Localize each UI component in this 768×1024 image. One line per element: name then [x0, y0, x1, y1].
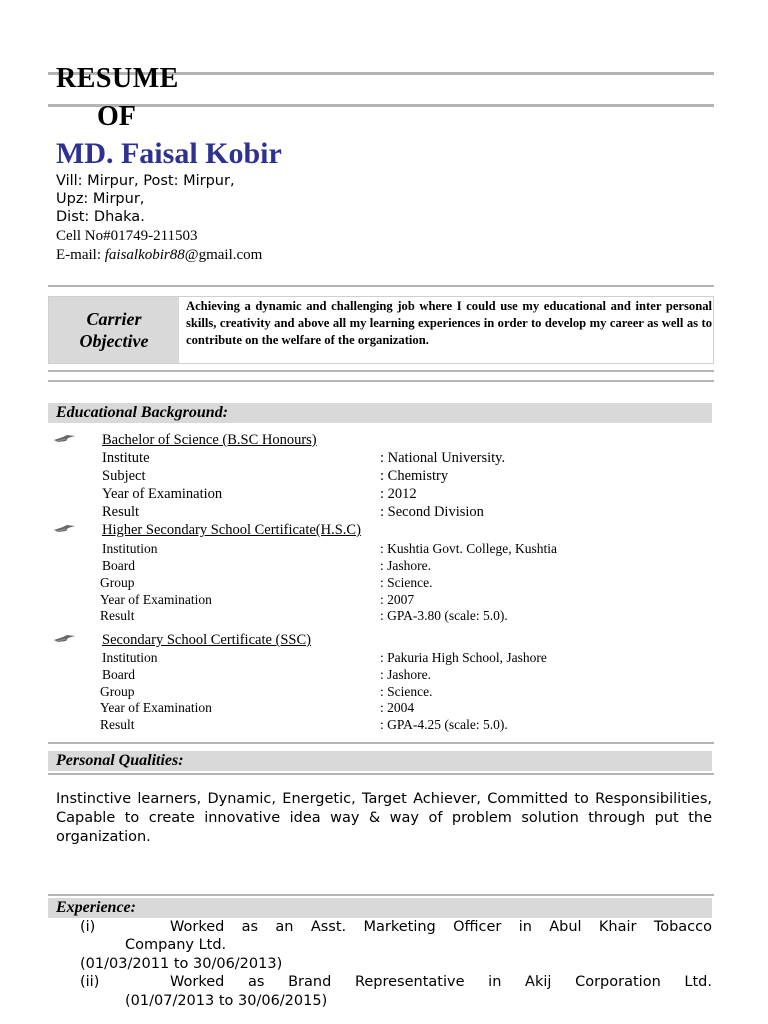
objective-box [48, 296, 714, 364]
edu-value: : GPA-3.80 (scale: 5.0). [380, 608, 508, 623]
experience-dates: (01/07/2013 to 30/06/2015) [125, 993, 328, 1009]
edu-value: : Science. [380, 575, 433, 590]
edu-label: Institution [102, 541, 158, 556]
edu-label: Institute [102, 450, 150, 466]
edu-label: Result [102, 504, 140, 520]
objective-text: Achieving a dynamic and challenging job where I could use my educational and inter personal skills, creativity and above all my learning experiences in order to develop my career as well as to contribute on the welfare of the organization. [186, 299, 712, 347]
experience-dates: (01/03/2011 to 30/06/2013) [80, 956, 283, 972]
edu-value: : Pakuria High School, Jashore [380, 650, 547, 665]
experience-line: Company Ltd. [125, 937, 227, 953]
edu-label: Group [100, 684, 135, 699]
top-rule-2 [48, 104, 714, 107]
resume-of: OF [97, 101, 136, 132]
email [56, 246, 262, 264]
experience-line: Worked as an Asst. Marketing Officer in Abul Khair Tobacco [170, 919, 712, 935]
rule-before-experience [48, 894, 714, 896]
edu-label: Result [100, 608, 135, 623]
edu-value: : Jashore. [380, 667, 431, 682]
edu-value: : Science. [380, 684, 433, 699]
edu-value: : 2004 [380, 700, 415, 715]
degree-title-text: Higher Secondary School Certificate(H.S.C) [102, 522, 361, 538]
degree-title-text: Secondary School Certificate (SSC) [102, 632, 311, 648]
edu-value: : Second Division [380, 504, 484, 520]
edu-value: : Kushtia Govt. College, Kushtia [380, 541, 557, 556]
rule-after-qualities [48, 773, 714, 775]
edu-label: Result [100, 717, 135, 732]
pointer-bullet-icon [54, 634, 76, 644]
edu-value: : 2012 [380, 486, 417, 502]
objective-label-line1: Carrier [86, 309, 142, 329]
experience-number: (ii) [80, 974, 100, 990]
edu-value: : 2007 [380, 592, 415, 607]
pointer-bullet-icon [54, 434, 76, 444]
edu-label: Year of Examination [100, 700, 212, 715]
candidate-name: MD. Faisal Kobir [56, 137, 282, 170]
email-label: E-mail: [56, 247, 105, 263]
pointer-bullet-icon [54, 524, 76, 534]
degree-title-text: Bachelor of Science (B.SC Honours) [102, 432, 317, 448]
rule-before-qualities [48, 742, 714, 744]
edu-value: : Jashore. [380, 558, 431, 573]
email-user: faisalkobir88 [104, 247, 185, 263]
experience-heading: Experience: [48, 898, 712, 918]
edu-label: Subject [102, 468, 146, 484]
edu-label: Year of Examination [100, 592, 212, 607]
degree-bsc-title [78, 431, 319, 449]
rule-after-objective-2 [48, 380, 714, 382]
qualities-text: Instinctive learners, Dynamic, Energetic, Target Achiever, Committed to Responsibilities, Capable to create innovative idea way & way of problem solution through put the organization. [56, 791, 712, 845]
address-line-1: Vill: Mirpur, Post: Mirpur, [56, 173, 235, 189]
cell-number: Cell No#01749-211503 [56, 228, 198, 244]
degree-hsc-title [78, 521, 363, 539]
edu-value: : Chemistry [380, 468, 449, 484]
email-domain: @gmail.com [184, 247, 263, 263]
edu-label: Board [102, 558, 135, 573]
education-heading: Educational Background: [48, 403, 712, 423]
rule-before-objective [48, 285, 714, 287]
edu-label: Institution [102, 650, 158, 665]
edu-label: Group [100, 575, 135, 590]
experience-number: (i) [80, 919, 96, 935]
degree-ssc-title [78, 631, 313, 649]
edu-value: : National University. [380, 450, 506, 466]
address-line-3: Dist: Dhaka. [56, 209, 145, 225]
edu-label: Board [102, 667, 135, 682]
experience-line: Worked as Brand Representative in Akij Corporation Ltd. [170, 974, 712, 990]
objective-label-line2: Objective [79, 331, 149, 351]
edu-label: Year of Examination [102, 486, 223, 502]
edu-value: : GPA-4.25 (scale: 5.0). [380, 717, 508, 732]
objective-label [49, 297, 179, 363]
resume-title: RESUME [56, 63, 179, 94]
qualities-heading: Personal Qualities: [48, 751, 712, 771]
address-line-2: Upz: Mirpur, [56, 191, 145, 207]
rule-after-objective-1 [48, 370, 714, 372]
